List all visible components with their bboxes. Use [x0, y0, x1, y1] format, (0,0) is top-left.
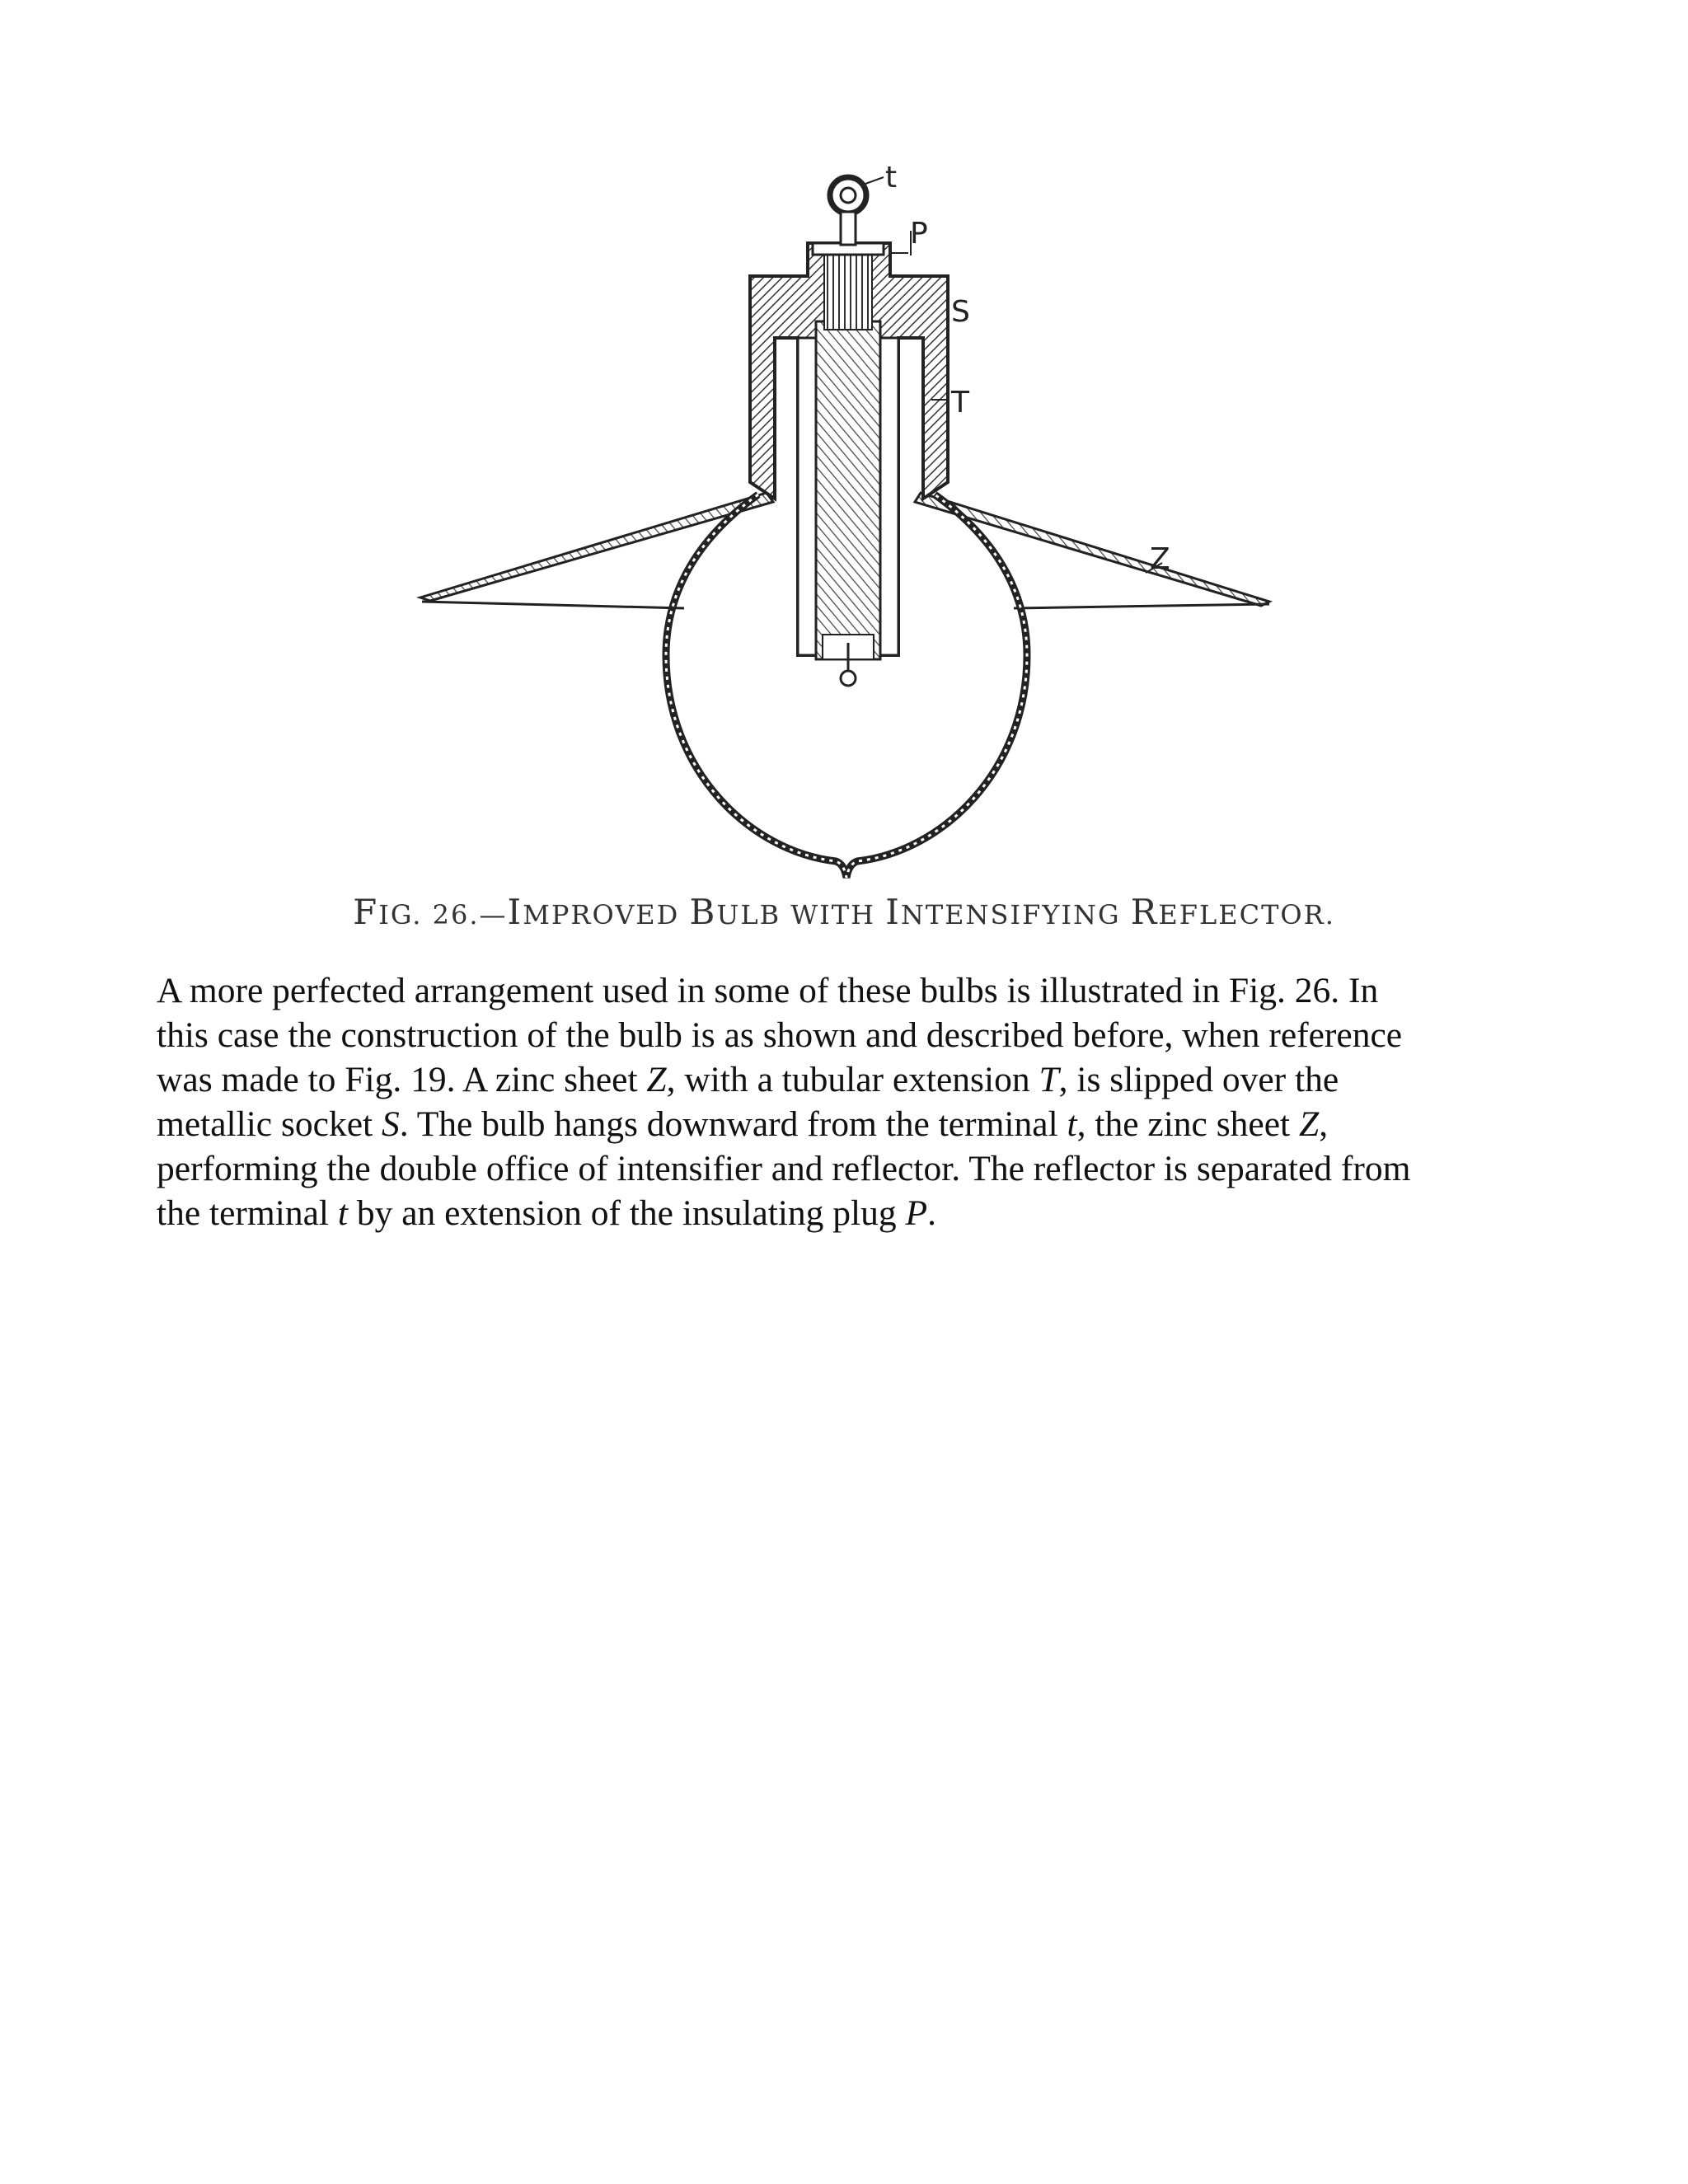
paragraph-line: A more perfected arrangement used in some of these bulbs is illustrated in Fig. 26. In	[157, 971, 1379, 1010]
label-t: t	[885, 161, 898, 194]
paragraph-line: performing the double office of intensifier and reflector. The reflector is separated from	[157, 1149, 1411, 1188]
label-Z: Z	[1150, 542, 1170, 576]
bulb-diagram	[404, 161, 1294, 902]
paragraph-line: was made to Fig. 19. A zinc sheet Z, with a tubular extension T, is slipped over the	[157, 1060, 1339, 1099]
terminal-ring	[830, 177, 866, 245]
label-S: S	[951, 295, 970, 329]
body-paragraph	[157, 968, 1550, 1235]
metallic-socket	[750, 243, 948, 659]
paragraph-line: the terminal t by an extension of the insulating plug P.	[157, 1193, 936, 1233]
label-T: T	[951, 386, 969, 419]
bulb-reflector-figure	[404, 161, 1294, 902]
label-P: P	[910, 217, 928, 251]
figure-caption: FIG. 26.—IMPROVED BULB WITH INTENSIFYING REFLECTOR.	[353, 892, 1335, 932]
paragraph-line: metallic socket S. The bulb hangs downward from the terminal t, the zinc sheet Z,	[157, 1104, 1329, 1144]
paragraph-line: this case the construction of the bulb is as shown and described before, when reference	[157, 1015, 1403, 1055]
